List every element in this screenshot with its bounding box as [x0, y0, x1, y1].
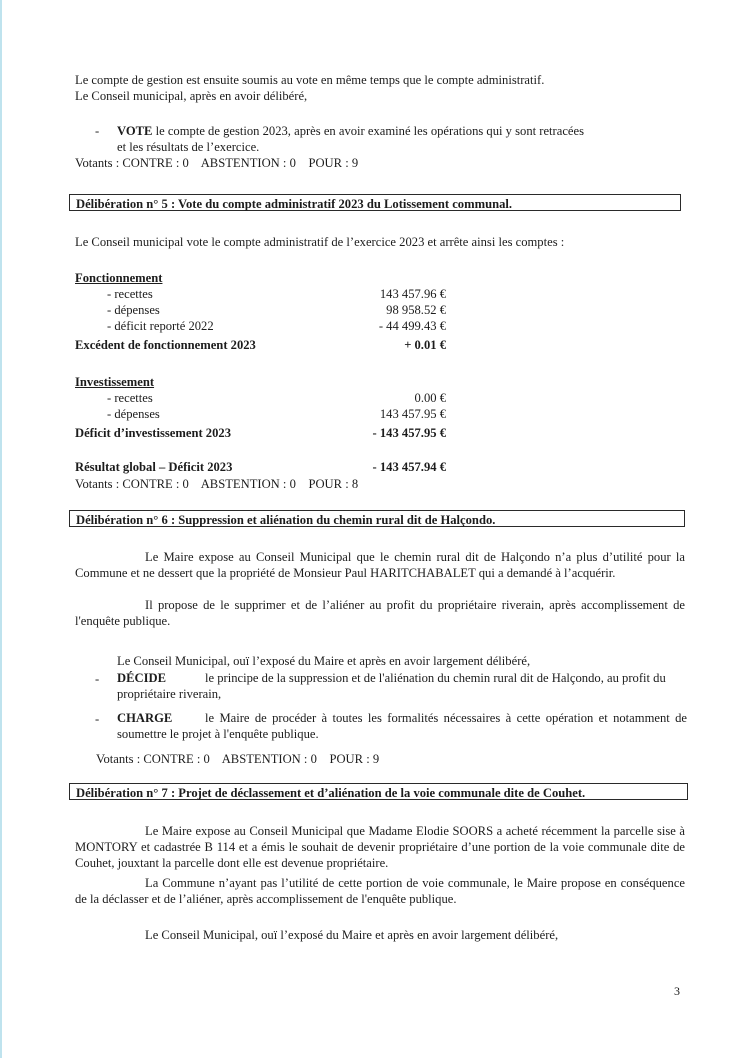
delib6-p2: Il propose de le supprimer et de l’aliéner au profit du propriétaire riverain, après accomplissement de l'enquête publique. — [75, 598, 685, 628]
fonct-depenses-label: - dépenses — [107, 303, 160, 317]
page-edge — [0, 0, 2, 1058]
intro-line-2: Le Conseil municipal, après en avoir délibéré, — [75, 89, 308, 103]
invest-recettes-label: - recettes — [107, 391, 153, 405]
vote-dash: - — [95, 124, 100, 138]
charge-keyword: CHARGE — [117, 711, 173, 725]
fonct-recettes-label: - recettes — [107, 287, 153, 301]
delib5-title-box: Délibération n° 5 : Vote du compte administratif 2023 du Lotissement communal. — [69, 194, 681, 211]
vote-text-a: le compte de gestion 2023, après en avoir examiné les opérations qui y sont retracées — [152, 124, 584, 138]
investissement-heading: Investissement — [75, 375, 155, 389]
vote-line-1 — [117, 123, 584, 139]
votants-gestion: Votants : CONTRE : 0 ABSTENTION : 0 POUR : 9 — [75, 156, 359, 170]
page-number: 3 — [674, 984, 680, 998]
vote-text-b: et les résultats de l’exercice. — [117, 140, 260, 154]
fonct-total-amount: + 0.01 € — [404, 338, 446, 352]
delib5-intro: Le Conseil municipal vote le compte administratif de l’exercice 2023 et arrête ainsi les comptes : — [75, 235, 565, 249]
delib7-title-box: Délibération n° 7 : Projet de déclassement et d’aliénation de la voie communale dite de Couhet. — [69, 783, 688, 800]
fonct-recettes-amount: 143 457.96 € — [379, 287, 446, 301]
invest-depenses-label: - dépenses — [107, 407, 160, 421]
global-label: Résultat global – Déficit 2023 — [75, 460, 233, 474]
delib7-p2: La Commune n’ayant pas l’utilité de cette portion de voie communale, le Maire propose en conséquence de la déclasser et de l’aliéner, après accomplissement de l'enquête publique. — [75, 876, 685, 906]
votants-delib6: Votants : CONTRE : 0 ABSTENTION : 0 POUR : 9 — [96, 752, 380, 766]
invest-recettes-amount: 0.00 € — [414, 391, 446, 405]
fonct-depenses-amount: 98 958.52 € — [386, 303, 446, 317]
delib6-title-box: Délibération n° 6 : Suppression et aliénation du chemin rural dit de Halçondo. — [69, 510, 685, 527]
vote-keyword: VOTE — [117, 124, 153, 138]
invest-depenses-amount: 143 457.95 € — [379, 407, 446, 421]
charge-dash: - — [95, 712, 100, 726]
charge-text: le Maire de procéder à toutes les formalités nécessaires à cette opération et notamment de soumettre le projet à l'enquête publique. — [117, 711, 687, 741]
invest-total-label: Déficit d’investissement 2023 — [75, 426, 231, 440]
delib7-p3: Le Conseil Municipal, ouï l’exposé du Maire et après en avoir largement délibéré, — [145, 928, 559, 942]
decide-keyword: DÉCIDE — [117, 671, 166, 685]
fonct-deficit-label: - déficit reporté 2022 — [107, 319, 214, 333]
delib6-p1: Le Maire expose au Conseil Municipal que le chemin rural dit de Halçondo n’a plus d’utilité pour la Commune et ne dessert que la propriété de Monsieur Paul HARITCHABALET qui a demandé à l’acquérir. — [75, 550, 685, 580]
fonct-deficit-amount: - 44 499.43 € — [378, 319, 446, 333]
fonctionnement-heading: Fonctionnement — [75, 271, 163, 285]
delib6-p3: Le Conseil Municipal, ouï l’exposé du Maire et après en avoir largement délibéré, — [117, 654, 531, 668]
votants-delib5: Votants : CONTRE : 0 ABSTENTION : 0 POUR : 8 — [75, 477, 359, 491]
intro-line-1: Le compte de gestion est ensuite soumis au vote en même temps que le compte administratif. — [75, 73, 545, 87]
delib7-p1: Le Maire expose au Conseil Municipal que Madame Elodie SOORS a acheté récemment la parcelle sise à MONTORY et cadastrée B 114 et a émis le souhait de devenir propriétaire d’une portion de la voie communale dite de Couhet, jouxtant la parcelle dont elle est devenue propriétaire. — [75, 824, 685, 870]
global-amount: - 143 457.94 € — [372, 460, 446, 474]
fonct-total-label: Excédent de fonctionnement 2023 — [75, 338, 256, 352]
decide-dash: - — [95, 672, 100, 686]
decide-text: le principe de la suppression et de l'aliénation du chemin rural dit de Halçondo, au profit du propriétaire riverain, — [117, 671, 666, 701]
invest-total-amount: - 143 457.95 € — [372, 426, 446, 440]
